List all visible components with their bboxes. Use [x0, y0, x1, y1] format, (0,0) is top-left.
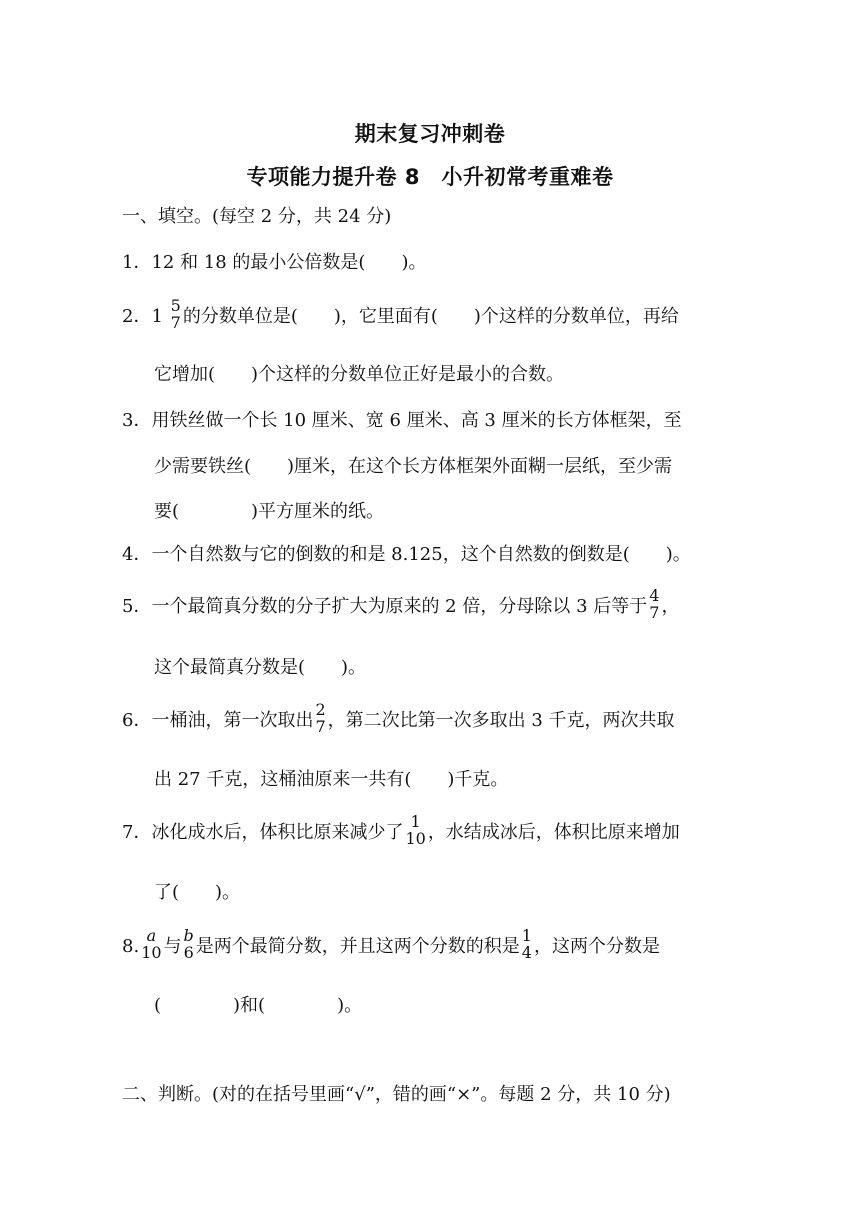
fraction-numerator: 2 [315, 700, 326, 719]
question-8-end: ，这两个分数是 [533, 935, 660, 957]
question-7-text: 7．冰化成水后，体积比原来减少了 [122, 821, 404, 843]
question-5-line-2: 这个最简真分数是( )。 [154, 657, 367, 678]
fraction-denominator: 7 [649, 602, 660, 622]
question-7-rest: ，水结成冰后，体积比原来增加 [427, 821, 680, 843]
fraction-denominator: 7 [170, 312, 181, 332]
question-2-line-2: 它增加( )个这样的分数单位正好是最小的合数。 [154, 364, 565, 385]
question-5-line-1 [122, 586, 680, 624]
question-6-line-2: 出 27 千克，这桶油原来一共有( )千克。 [154, 769, 509, 790]
fraction-numerator: 4 [649, 586, 660, 605]
fraction-numerator: 1 [521, 926, 532, 945]
question-8-mid-1: 与 [163, 935, 182, 957]
question-2-text: 的分数单位是( )，它里面有( )个这样的分数单位，再给 [182, 305, 679, 327]
question-1: 1．12 和 18 的最小公倍数是( )。 [122, 252, 427, 273]
question-2-prefix: 2．1 [122, 305, 169, 327]
question-5-fraction [648, 588, 660, 622]
section-1-heading: 一、填空。(每空 2 分，共 24 分) [122, 206, 392, 227]
question-6-fraction [314, 702, 326, 736]
question-8-prefix: 8. [122, 935, 140, 957]
question-7-fraction [404, 814, 426, 848]
fraction-denominator: 7 [315, 716, 326, 736]
fraction-denominator: 4 [521, 942, 532, 962]
fraction-denominator: 6 [183, 942, 194, 962]
question-8-fraction-b [183, 928, 195, 962]
question-6-rest: ，第二次比第一次多取出 3 千克，两次共取 [327, 709, 675, 731]
question-2-line-1 [122, 296, 679, 334]
question-5-end: ， [661, 595, 680, 617]
question-2-fraction [170, 298, 182, 332]
question-7-line-2: 了( )。 [154, 882, 241, 903]
question-7-line-1 [122, 812, 680, 850]
question-3-line-1: 3．用铁丝做一个长 10 厘米、宽 6 厘米、高 3 厘米的长方体框架，至 [122, 410, 682, 431]
question-6-line-1 [122, 700, 675, 738]
fraction-numerator: 5 [170, 296, 181, 315]
question-5-text: 5．一个最简真分数的分子扩大为原来的 2 倍，分母除以 3 后等于 [122, 595, 648, 617]
question-8-line-1 [122, 926, 660, 964]
fraction-denominator: 10 [405, 828, 426, 848]
section-2-heading: 二、判断。(对的在括号里画“√”，错的画“×”。每题 2 分，共 10 分) [122, 1084, 671, 1105]
question-4: 4．一个自然数与它的倒数的和是 8.125，这个自然数的倒数是( )。 [122, 544, 691, 565]
exam-title: 期末复习冲刺卷 [354, 122, 506, 146]
exam-subtitle: 专项能力提升卷 8 小升初常考重难卷 [246, 165, 614, 189]
fraction-numerator: 1 [410, 812, 421, 831]
fraction-denominator: 10 [141, 942, 162, 962]
question-6-text: 6．一桶油，第一次取出 [122, 709, 314, 731]
question-3-line-3: 要( )平方厘米的纸。 [154, 501, 385, 522]
question-3-line-2: 少需要铁丝( )厘米，在这个长方体框架外面糊一层纸，至少需 [154, 456, 673, 477]
question-8-mid-2: 是两个最简分数，并且这两个分数的积是 [195, 935, 520, 957]
fraction-numerator: a [146, 926, 157, 945]
question-8-line-2: ( )和( )。 [154, 995, 363, 1016]
question-8-fraction-a [140, 928, 162, 962]
question-8-fraction-product [521, 928, 533, 962]
fraction-numerator: b [183, 926, 194, 945]
